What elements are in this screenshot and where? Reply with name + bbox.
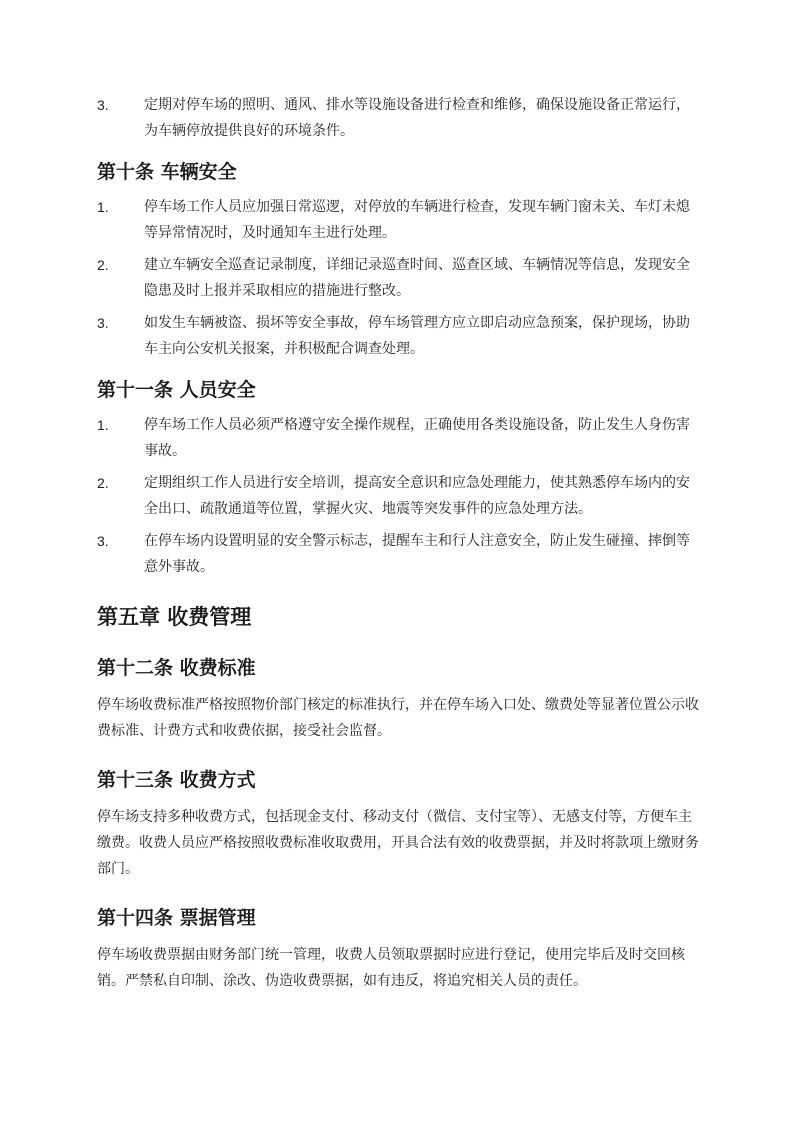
list-number: 1.: [97, 199, 109, 215]
list-item: [97, 310, 703, 362]
article-14-text: 停车场收费票据由财务部门统一管理，收费人员领取票据时应进行登记，使用完毕后及时交回核销。严禁私自印制、涂改、伪造收费票据，如有违反，将追究相关人员的责任。: [97, 947, 685, 989]
list-item: [97, 194, 703, 246]
list-number: 3.: [97, 315, 109, 331]
article-10-title: 第十条 车辆安全: [97, 161, 237, 183]
continued-list: [97, 92, 703, 144]
list-text: 停车场工作人员必须严格遵守安全操作规程，正确使用各类设施设备，防止发生人身伤害事故。: [144, 417, 690, 459]
list-item: [97, 412, 703, 464]
list-text: 定期对停车场的照明、通风、排水等设施设备进行检查和维修，确保设施设备正常运行，为车辆停放提供良好的环境条件。: [144, 97, 690, 139]
list-item: [97, 92, 703, 144]
list-text: 如发生车辆被盗、损坏等安全事故，停车场管理方应立即启动应急预案，保护现场，协助车主向公安机关报案，并积极配合调查处理。: [144, 315, 690, 357]
article-12-title: 第十二条 收费标准: [97, 657, 256, 679]
document-body: [97, 92, 703, 994]
list-text: 建立车辆安全巡查记录制度，详细记录巡查时间、巡查区域、车辆情况等信息，发现安全隐患及时上报并采取相应的措施进行整改。: [144, 257, 690, 299]
article-13-title: 第十三条 收费方式: [97, 769, 256, 791]
list-item: [97, 470, 703, 522]
article-12-text: 停车场收费标准严格按照物价部门核定的标准执行，并在停车场入口处、缴费处等显著位置公示收费标准、计费方式和收费依据，接受社会监督。: [97, 697, 699, 739]
list-item: [97, 252, 703, 304]
list-number: 2.: [97, 475, 109, 491]
article-14-title: 第十四条 票据管理: [97, 907, 256, 929]
article-11-title: 第十一条 人员安全: [97, 379, 256, 401]
list-number: 3.: [97, 533, 109, 549]
article-10-list: [97, 194, 703, 362]
list-text: 停车场工作人员应加强日常巡逻，对停放的车辆进行检查，发现车辆门窗未关、车灯未熄等异常情况时，及时通知车主进行处理。: [144, 199, 690, 241]
list-text: 定期组织工作人员进行安全培训，提高安全意识和应急处理能力，使其熟悉停车场内的安全出口、疏散通道等位置，掌握火灾、地震等突发事件的应急处理方法。: [144, 475, 690, 517]
list-text: 在停车场内设置明显的安全警示标志，提醒车主和行人注意安全，防止发生碰撞、摔倒等意外事故。: [144, 533, 690, 575]
article-13-text: 停车场支持多种收费方式，包括现金支付、移动支付（微信、支付宝等）、无感支付等，方便车主缴费。收费人员应严格按照收费标准收取费用，开具合法有效的收费票据，并及时将款项上缴财务部门。: [97, 809, 699, 877]
list-number: 2.: [97, 257, 109, 273]
list-item: [97, 528, 703, 580]
list-number: 3.: [97, 97, 109, 113]
list-number: 1.: [97, 417, 109, 433]
chapter-5-title: 第五章 收费管理: [97, 605, 252, 629]
article-11-list: [97, 412, 703, 580]
